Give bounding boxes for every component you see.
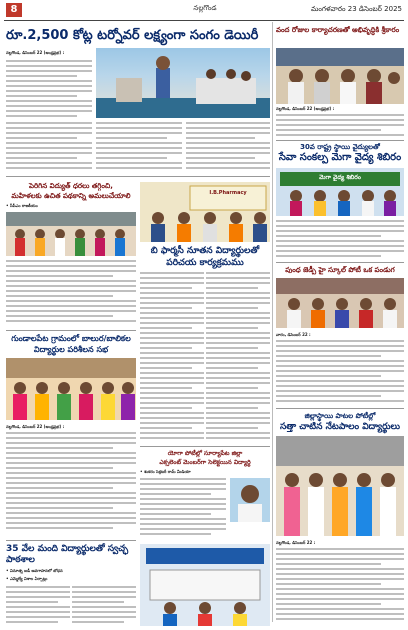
center-mid-banner: I.B.Pharmacy [209,190,247,196]
section-divider [276,140,404,141]
left-lower-body [6,432,136,536]
lead-body-text-3 [96,122,182,172]
left-mid-body [6,260,136,326]
left-mid-headline-2: మహిళలకు ఉచిత పథకాన్ని అమలుచేయాలి [11,192,131,200]
left-lower-photo [6,358,136,420]
lead-dateline: నల్లగొండ, డిసెంబర్ 22 (ఆంధ్రప్రభ) : [6,50,65,55]
section-divider [276,262,404,263]
right-second-headline: సేవా సంకల్ప మెగా వైద్య శిబిరం [278,152,402,163]
center-mid-headline-2: పరిచయ కార్యక్రమము [166,258,244,268]
right-mid-headline: పుంధ జెడ్పీ హై స్కూల్ పోటీ ఒక పండుగ [285,266,395,274]
left-lower-headline-2: విద్యార్థుల పరిశీలన సభ [33,345,109,354]
lead-photo [96,48,270,118]
right-top-body [276,114,404,138]
left-mid-photo [6,212,136,256]
right-lower-dateline: నల్లగొండ, డిసెంబర్ 22 : [276,540,316,545]
center-mid-body-1 [140,272,204,444]
lead-body-text-1 [6,60,92,118]
bottom-left-headline: 35 వేల మంది విద్యార్థులతో స్వచ్ఛ పాఠశాల [6,544,129,565]
center-lower-body [140,478,226,540]
section-divider [276,408,404,409]
center-lower-byline: • శంకరం సెక్రటరీ రామ్ మీడియా [140,469,191,474]
right-top-photo [276,48,404,104]
top-rule [4,20,404,21]
left-lower-dateline: నల్లగొండ, డిసెంబర్ 22 (ఆంధ్రప్రభ) : [6,424,65,429]
issue-date: మంగళవారం 23 డిసెంబర్ 2025 [310,5,402,13]
center-mid-body-2 [206,272,270,444]
center-lower-headline-2: ఎక్సలెంట్ మెంబర్‌గా సెలెక్టయిన విద్యార్థి [159,459,251,466]
center-lower-headline-1: యోగా పోటీల్లో సూర్యాపేట జిల్లా [167,450,243,457]
right-mid-photo [276,278,404,328]
column-rule [272,22,273,622]
center-mid-photo [140,182,270,242]
right-top-dateline: నల్లగొండ, డిసెంబర్ 22 (ఆంధ్రప్రభ) : [276,106,335,111]
section-divider [140,446,270,447]
left-mid-headline-1: పెరిగిన విద్యుత్ ధరలు తగ్గించి, [29,182,113,190]
right-lower-photo [276,436,404,536]
bottom-left-bullet-2: • ఎమ్మెల్యే విశాల ఏర్పాట్లు [6,576,48,581]
right-lower-kicker: జిల్లాస్థాయి పాటల పోటీల్లో [304,412,376,420]
left-mid-byline: • సీపీఎం రాజకీయం [6,203,38,208]
bottom-left-body-1 [6,586,70,626]
section-divider [6,540,136,541]
lead-body-text-2 [6,122,92,172]
lead-body-text-4 [186,122,270,172]
right-lower-headline: సత్తా చాటిన నేటపాలం విద్యార్థులు [279,422,401,432]
right-mid-body [276,340,404,406]
right-second-photo [276,168,404,216]
bottom-left-bullet-1: • వినూత్న ఐడీ అవగాహనలో బోధన [6,568,63,573]
lead-headline: రూ.2,500 కోట్ల టర్నోవర్ లక్ష్యంగా సంగం డెయిరీ [6,28,259,43]
center-mid-headline-1: బి ఫార్మసీ నూతన విద్యార్థులతో [150,246,260,256]
right-top-headline: వంద రోజుల కార్యాచరణతో అభివృద్ధికి శ్రీకారం [276,26,400,34]
section-divider [6,176,270,177]
right-second-body [276,220,404,260]
section-divider [6,330,136,331]
right-lower-body [276,548,404,624]
bottom-left-body-2 [72,586,136,626]
masthead: నల్లగొండ [193,4,217,12]
right-second-banner: మెగా వైద్య శిబిరం [319,174,361,181]
center-lower-photo [140,544,270,626]
right-second-kicker: 30వ రాష్ట్ర స్థాయి వైద్యులతో [300,143,380,151]
page-number: 8 [6,3,22,17]
left-lower-headline-1: గుండాలపేట గ్రామంలో బాలుర/బాలికల [11,334,131,343]
center-lower-portrait [230,478,270,522]
right-mid-dateline: వారం, డిసెంబర్ 22 : [276,332,311,337]
